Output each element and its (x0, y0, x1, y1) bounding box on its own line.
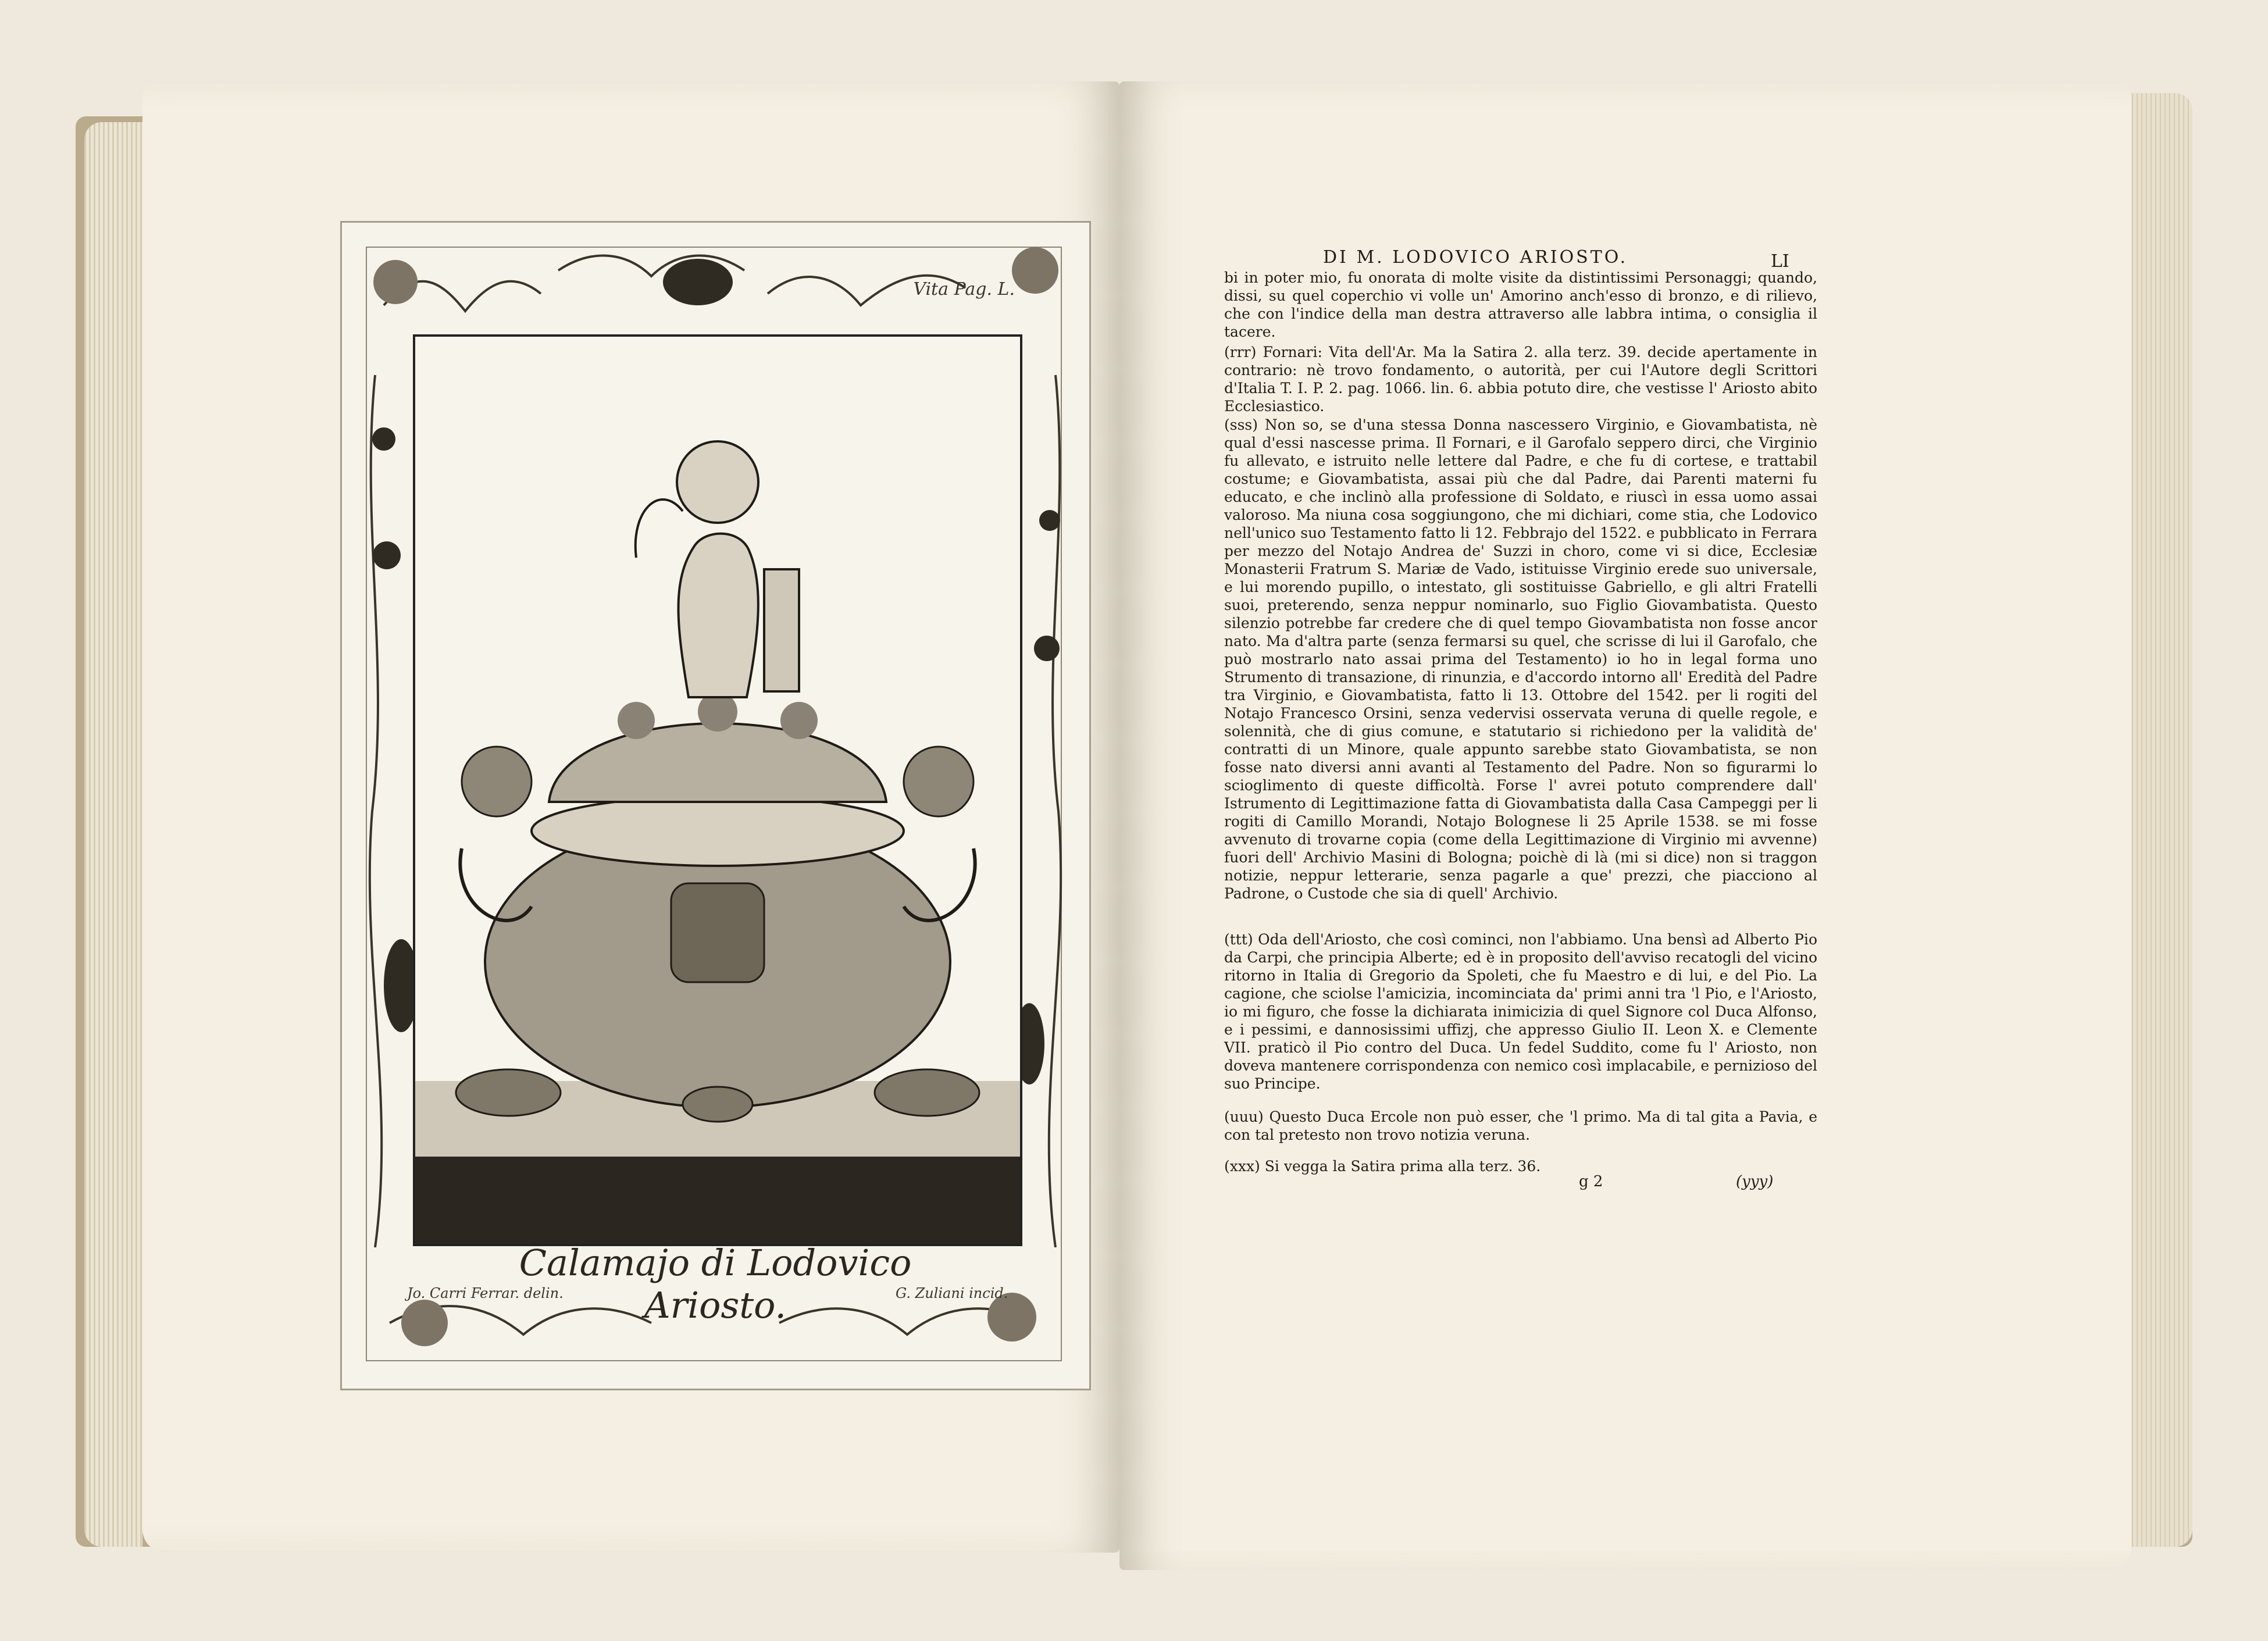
engraver-credit: G. Zuliani incid. (896, 1285, 1008, 1301)
cupid-figure (679, 534, 758, 697)
left-head (462, 747, 532, 816)
footnote-paragraph: (rrr) Fornari: Vita dell'Ar. Ma la Satira 2. alla terz. 39. decide apertamente in contrario: nè trovo fondamento, o autorità, per cui l'Autore degli Scrittori d'Italia T. I. P. 2. pag. 1066. lin. 6. abbia potuto dire, che vestisse l' Ariosto abito Ecclesiastico. (1224, 344, 1817, 415)
left-page-edges (84, 122, 142, 1547)
footnote-paragraph: bi in poter mio, fu onorata di molte visite da distintissimi Personaggi; quando, dissi, su quel coperchio vi volle un' Amorino anch'esso di bronzo, e di rilievo, che con l'indice della man destra attraverso alle labbra intima, o consiglia il tacere. (1224, 269, 1817, 340)
draughtsman-credit: Jo. Carri Ferrar. delin. (407, 1285, 564, 1301)
quiver (764, 569, 799, 691)
cupid-head (677, 441, 758, 523)
running-head: DI M. LODOVICO ARIOSTO. (1323, 247, 1628, 267)
mask-ornament (671, 883, 764, 982)
right-head (904, 747, 973, 816)
plate-caption: Calamajo di Lodovico Ariosto. (519, 1242, 912, 1326)
pedestal-base (415, 1157, 1020, 1244)
plate-reference: Vita Pag. L. (913, 279, 1015, 299)
bowl-rim (532, 796, 904, 866)
footnote-paragraph: (sss) Non so, se d'una stessa Donna nascessero Virginio, e Giovambatista, nè qual d'essi nascesse prima. Il Fornari, e il Garofalo seppero dirci, che Virginio fu allevato, e istruito nelle lettere dal Padre, e che fu di cortese, e trattabil costume; e Giovambatista, assai più che dal Padre, dai Parenti materni fu educato, e che inclinò alla professione di Soldato, e riuscì in essa uomo assai valoroso. Ma niuna cosa soggiungono, che mi dichiari, come stia, che Lodovico nell'unico suo Testamento fatto li 12. Febbrajo del 1522. e pubblicato in Ferrara per mezzo del Notajo Andrea de' Suzzi in choro, come vi si dice, Ecclesiæ Monasterii Fratrum S. Mariæ de Vado, istituisse Virginio erede suo universale, e lui morendo pupillo, o intestato, gli sostituisse Gabriello, e gli altri Fratelli suoi, preterendo, senza neppur nominarlo, suo Figlio Giovambatista. Questo silenzio potrebbe far credere che di quel tempo Giovambatista non fosse ancor nato. Ma d'altra parte (senza fermarsi su quel, che scrisse di lui il Garofalo, che può mostrarlo nato assai prima del Testamento) io ho in legal forma uno Strumento di transazione, di rinunzia, e d'accordo intorno all' Eredità del Padre tra Virginio, e Giovambatista, fatto li 13. Ottobre del 1542. per li rogiti del Notajo Francesco Orsini, senza vedervisi osservata veruna di quelle regole, e solennità, che di gius comune, e statutario si richiedono per la validità de' contratti di un Minore, quale appunto sarebbe stato Giovambatista, se non fosse nato diversi anni avanti al Testamento del Padre. Non so figurarmi lo scioglimento di queste difficoltà. Forse l' avrei potuto comprendere dall' Istrumento di Legittimazione fatta di Giovambatista dalla Casa Campeggi per li rogiti di Camillo Morandi, Notajo Bolognese li 25 Aprile 1538. se mi fosse avvenuto di trovarne copia (come della Legittimazione di Virginio mi avvenne) fuori dell' Archivio Masini di Bologna; poichè di là (mi si dice) non si traggon notizie, neppur letterarie, senza pagarle a que' prezzi, che piacciono al Padrone, o Custode che sia di quell' Archivio. (1224, 416, 1817, 902)
right-page-edges (2128, 93, 2192, 1547)
footnote-paragraph: (uuu) Questo Duca Ercole non può esser, che 'l primo. Ma di tal gita a Pavia, e con tal pretesto non trovo notizia veruna. (1224, 1108, 1817, 1143)
footnote-paragraph: (ttt) Oda dell'Ariosto, che così cominci, non l'abbiamo. Una bensì ad Alberto Pio da Carpi, che principia Alberte; ed è in proposito dell'avviso recatogli del vicino ritorno in Italia di Gregorio da Spoleti, che fu Maestro e di lui, e del Pio. La cagione, che sciolse l'amicizia, incominciata da' primi anni tra 'l Pio, e l'Ariosto, io mi figuro, che fosse la dichiarata inimicizia di quel Signore col Duca Alfonso, e i pessimi, e dannosissimi uffizj, che appresso Giulio II. Leon X. e Clemente VII. praticò il Pio contro del Duca. Un fedel Suddito, come fu l' Ariosto, non doveva mantenere corrispondenza con nemico così implacabile, e perniziosо del suo Principe. (1224, 931, 1817, 1092)
inkwell-illustration (415, 337, 1020, 1244)
signature-mark: g 2 (1579, 1173, 1603, 1190)
bowl-lid (549, 723, 886, 802)
page-number: LI (1771, 251, 1789, 272)
cupid-bow (636, 500, 683, 558)
left-foot (456, 1069, 561, 1116)
right-foot (875, 1069, 979, 1116)
catchword: (yyy) (1736, 1173, 1774, 1190)
inkwell-engraving (413, 334, 1022, 1246)
footnote-paragraph: (xxx) Si vegga la Satira prima alla terz. 36. (1224, 1158, 1541, 1175)
